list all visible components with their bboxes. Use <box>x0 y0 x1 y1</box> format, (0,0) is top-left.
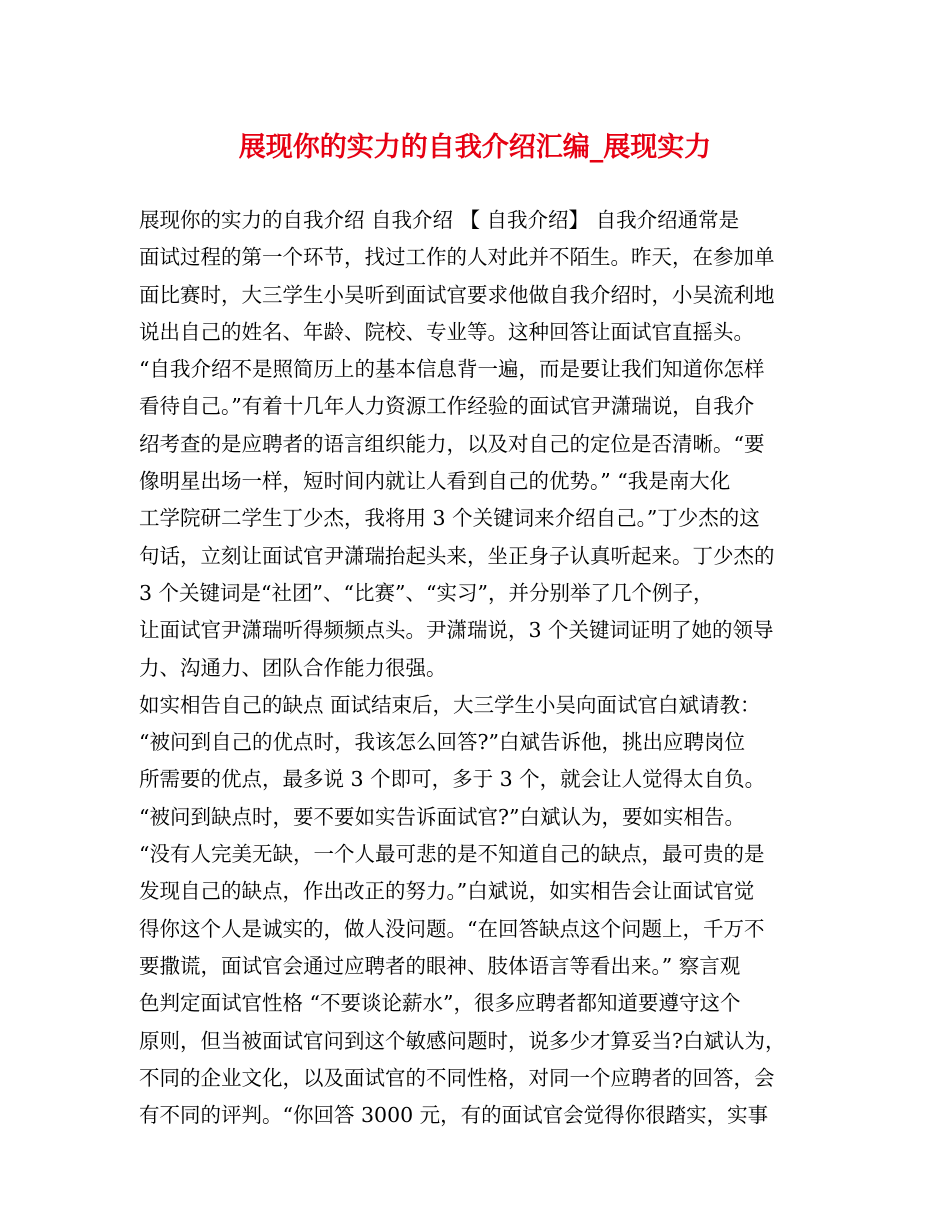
body-line: 面比赛时，大三学生小吴听到面试官要求他做自我介绍时，小吴流利地 <box>139 282 775 307</box>
body-line: 要撒谎，面试官会通过应聘者的眼神、肢体语言等看出来。” 察言观 <box>139 953 741 978</box>
body-line: 说出自己的姓名、年龄、院校、专业等。这种回答让面试官直摇头。 <box>139 319 754 344</box>
body-line: 工学院研二学生丁少杰，我将用 3 个关键词来介绍自己。”丁少杰的这 <box>139 506 760 531</box>
document-title: 展现你的实力的自我介绍汇编_展现实力 <box>238 132 712 163</box>
body-line: 不同的企业文化，以及面试官的不同性格，对同一个应聘者的回答，会 <box>139 1065 775 1090</box>
body-line: 3 个关键词是“社团”、“比赛”、“实习”，并分别举了几个例子， <box>139 580 714 605</box>
body-line: 如实相告自己的缺点 面试结束后，大三学生小吴向面试官白斌请教： <box>139 692 761 717</box>
body-line: 句话，立刻让面试官尹潇瑞抬起头来，坐正身子认真听起来。丁少杰的 <box>139 543 775 568</box>
body-line: 有不同的评判。“你回答 3000 元，有的面试官会觉得你很踏实，实事 <box>139 1103 769 1128</box>
body-line: “被问到自己的优点时，我该怎么回答?”白斌告诉他，挑出应聘岗位 <box>139 730 745 755</box>
body-line: 让面试官尹潇瑞听得频频点头。尹潇瑞说，3 个关键词证明了她的领导 <box>139 618 774 643</box>
body-line: 像明星出场一样，短时间内就让人看到自己的优势。” “我是南大化 <box>139 469 731 494</box>
body-line: 展现你的实力的自我介绍 自我介绍 【 自我介绍】 自我介绍通常是 <box>139 208 740 232</box>
body-line: 原则，但当被面试官问到这个敏感问题时，说多少才算妥当?白斌认为， <box>139 1028 786 1053</box>
body-line: 得你这个人是诚实的，做人没问题。“在回答缺点这个问题上，千万不 <box>139 916 765 941</box>
body-line: 绍考查的是应聘者的语言组织能力，以及对自己的定位是否清晰。“要 <box>139 431 765 456</box>
body-line: 发现自己的缺点，作出改正的努力。”白斌说，如实相告会让面试官觉 <box>139 879 755 904</box>
body-line: “自我介绍不是照简历上的基本信息背一遍，而是要让我们知道你怎样 <box>139 357 765 382</box>
body-line: 面试过程的第一个环节，找过工作的人对此并不陌生。昨天，在参加单 <box>139 245 775 270</box>
body-line: “被问到缺点时，要不要如实告诉面试官?”白斌认为，要如实相告。 <box>139 804 745 829</box>
body-line: 色判定面试官性格 “不要谈论薪水”，很多应聘者都知道要遵守这个 <box>139 991 741 1016</box>
document-body <box>139 202 829 1134</box>
body-line: 看待自己。”有着十几年人力资源工作经验的面试官尹潇瑞说，自我介 <box>139 394 755 419</box>
body-line: 所需要的优点，最多说 3 个即可，多于 3 个，就会让人觉得太自负。 <box>139 767 766 792</box>
body-line: “没有人完美无缺，一个人最可悲的是不知道自己的缺点，最可贵的是 <box>139 842 765 867</box>
body-line: 力、沟通力、团队合作能力很强。 <box>139 655 447 680</box>
